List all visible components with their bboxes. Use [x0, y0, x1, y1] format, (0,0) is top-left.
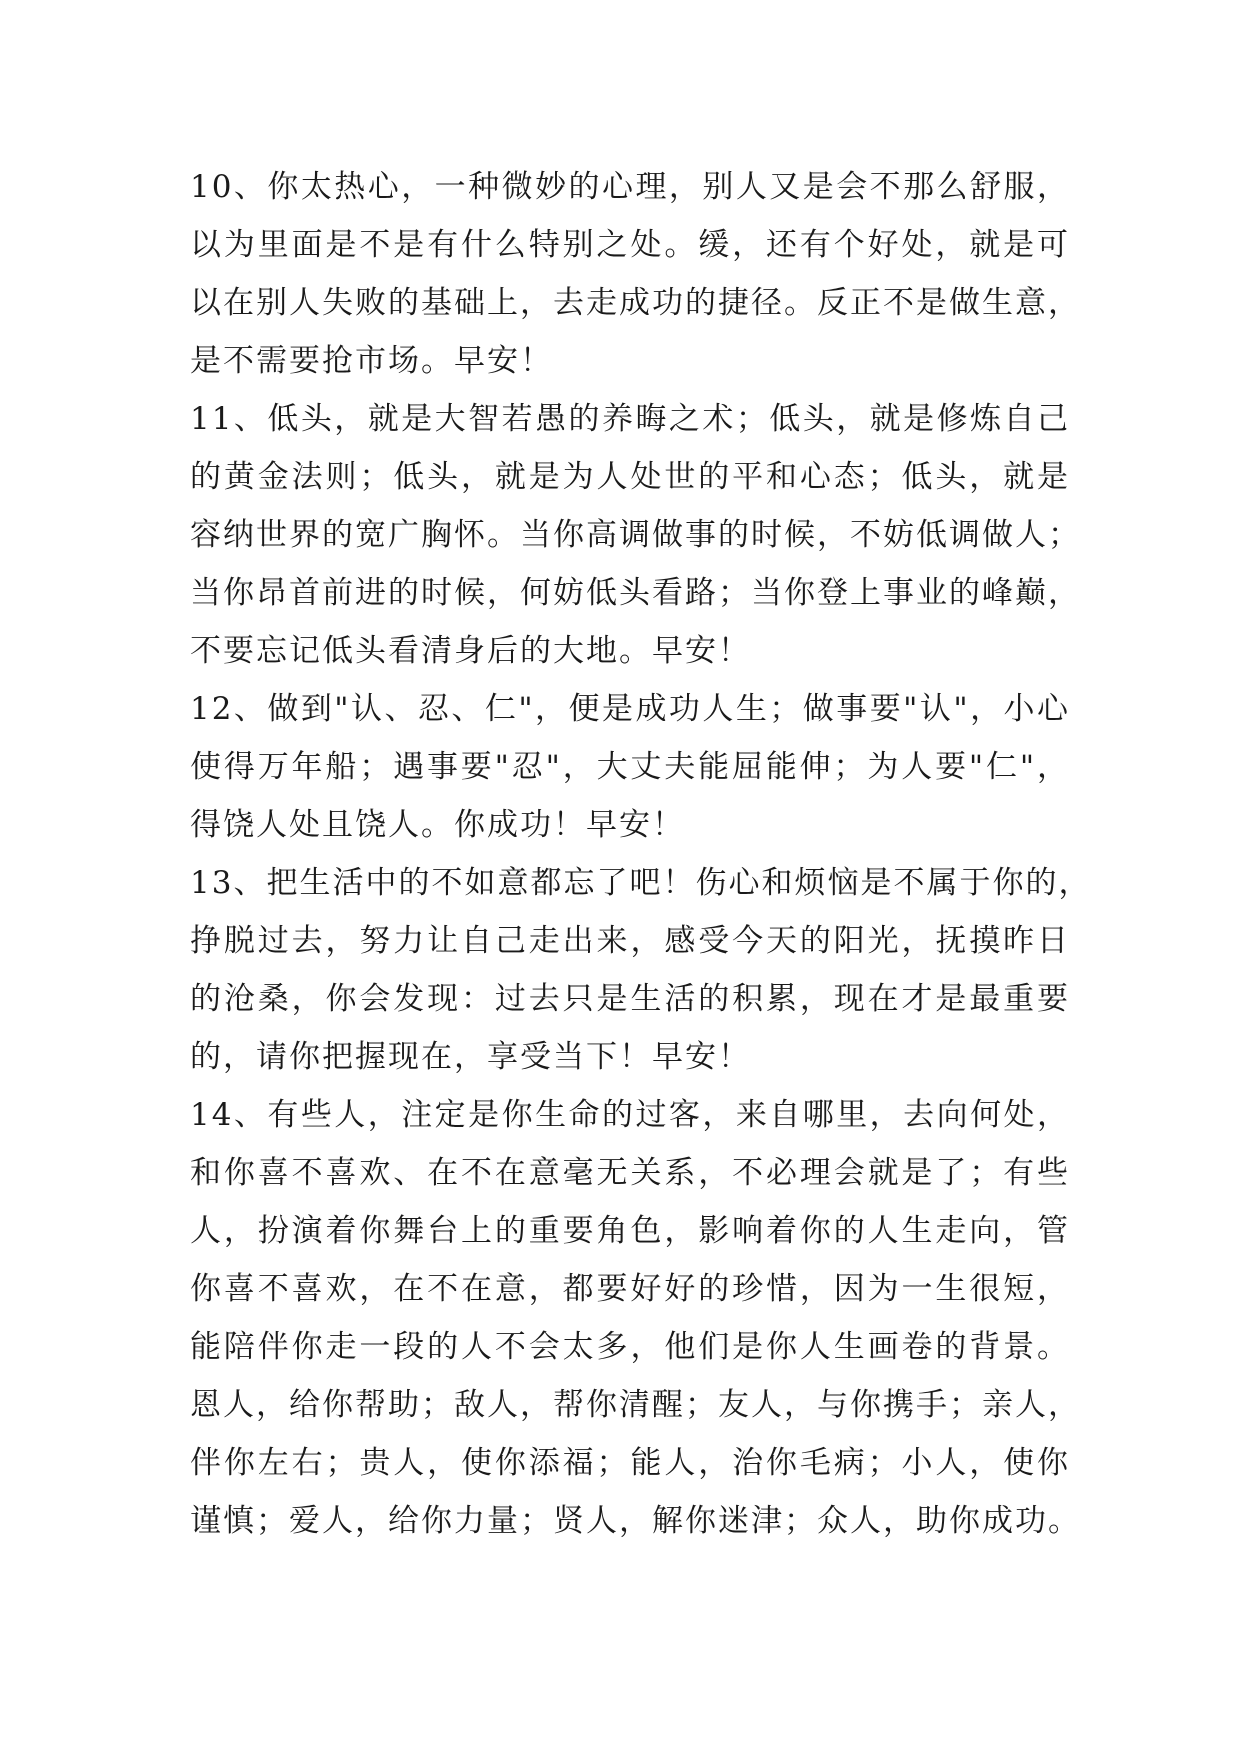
text-line: 得饶人处且饶人。你成功！早安！ [190, 807, 685, 843]
text-line: 11、低头，就是大智若愚的养晦之术；低头，就是修炼自己 [190, 401, 1070, 437]
text-line: 伴你左右；贵人，使你添福；能人，治你毛病；小人，使你 [190, 1445, 1070, 1481]
text-line: 的，请你把握现在，享受当下！早安！ [190, 1039, 751, 1075]
text-line: 14、有些人，注定是你生命的过客，来自哪里，去向何处， [190, 1097, 1070, 1133]
text-line: 以为里面是不是有什么特别之处。缓，还有个好处，就是可 [190, 227, 1070, 263]
text-line: 13、把生活中的不如意都忘了吧！伤心和烦恼是不属于你的， [190, 865, 1092, 901]
text-line: 和你喜不喜欢、在不在意毫无关系，不必理会就是了；有些 [190, 1155, 1070, 1191]
text-line: 挣脱过去，努力让自己走出来，感受今天的阳光，抚摸昨日 [190, 923, 1070, 959]
text-line: 恩人，给你帮助；敌人，帮你清醒；友人，与你携手；亲人， [190, 1387, 1081, 1423]
text-line: 当你昂首前进的时候，何妨低头看路；当你登上事业的峰巅， [190, 575, 1081, 611]
text-line: 以在别人失败的基础上，去走成功的捷径。反正不是做生意， [190, 285, 1081, 321]
text-line: 10、你太热心，一种微妙的心理，别人又是会不那么舒服， [190, 169, 1070, 205]
text-line: 使得万年船；遇事要"忍"，大丈夫能屈能伸；为人要"仁"， [190, 749, 1070, 785]
text-line: 是不需要抢市场。早安！ [190, 343, 553, 379]
text-line: 不要忘记低头看清身后的大地。早安！ [190, 633, 751, 669]
text-line: 谨慎；爱人，给你力量；贤人，解你迷津；众人，助你成功。 [190, 1503, 1081, 1539]
text-line: 12、做到"认、忍、仁"，便是成功人生；做事要"认"，小心 [190, 691, 1070, 727]
text-line: 的黄金法则；低头，就是为人处世的平和心态；低头，就是 [190, 459, 1070, 495]
body-text [190, 158, 1092, 1550]
text-line: 的沧桑，你会发现：过去只是生活的积累，现在才是最重要 [190, 981, 1070, 1017]
text-line: 人，扮演着你舞台上的重要角色，影响着你的人生走向，管 [190, 1213, 1070, 1249]
text-line: 容纳世界的宽广胸怀。当你高调做事的时候，不妨低调做人； [190, 517, 1081, 553]
text-line: 你喜不喜欢，在不在意，都要好好的珍惜，因为一生很短， [190, 1271, 1070, 1307]
text-line: 能陪伴你走一段的人不会太多，他们是你人生画卷的背景。 [190, 1329, 1070, 1365]
